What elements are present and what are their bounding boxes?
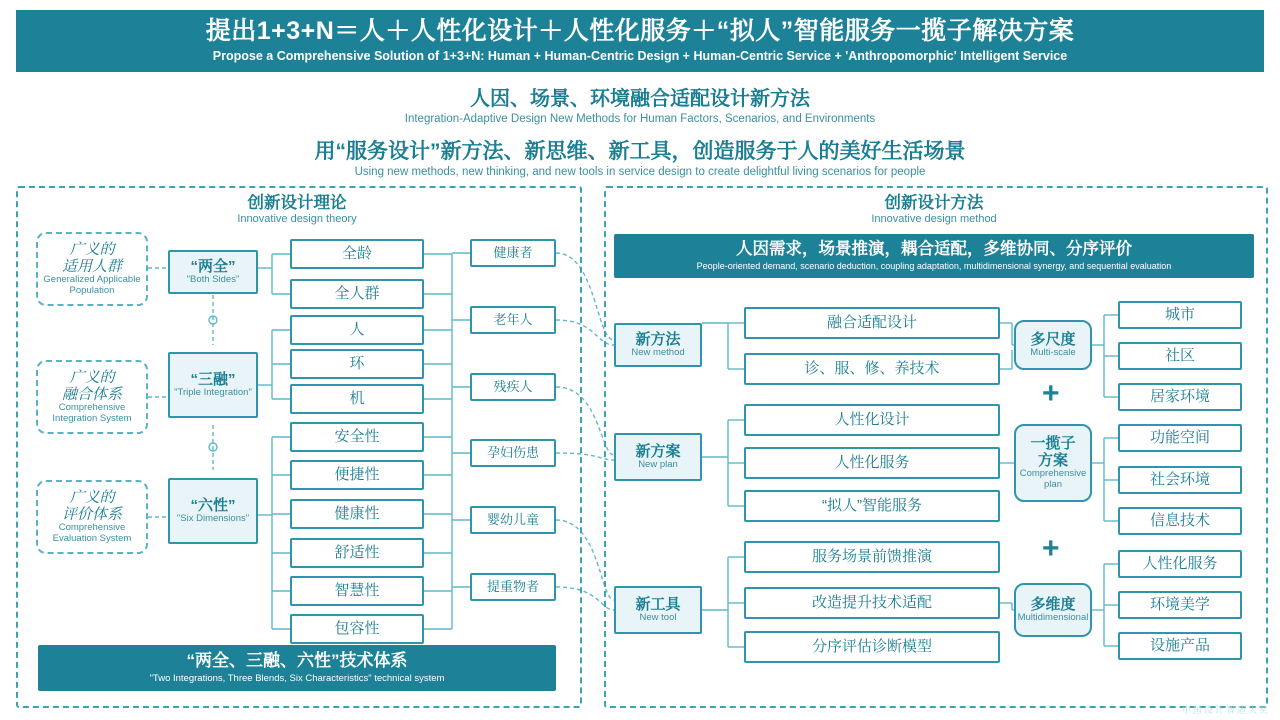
- stage-new-tool[interactable]: 新工具 New tool: [614, 586, 702, 634]
- item-six-3[interactable]: 舒适性: [290, 538, 424, 568]
- pillar-three[interactable]: “三融” "Triple Integration": [168, 352, 258, 418]
- dim-item-2-2[interactable]: 设施产品: [1118, 632, 1242, 660]
- left-footer-cn: “两全、三融、六性”技术体系: [186, 650, 408, 670]
- right-banner-cn: 人因需求，场景推演，耦合适配，多维协同、分序评价: [736, 240, 1132, 259]
- plus-icon-bottom: +: [1042, 532, 1060, 565]
- right-panel-title-en: Innovative design method: [871, 212, 997, 225]
- stage-new-method[interactable]: 新方法 New method: [614, 323, 702, 367]
- stage-item-2-1[interactable]: 改造提升技术适配: [744, 587, 1000, 619]
- header-title-en: Propose a Comprehensive Solution of 1+3+N: Human + Human-Centric Design + Human-Centric Service + 'Anthropomorphic' Intelligent Service: [212, 48, 1068, 63]
- item-six-2[interactable]: 健康性: [290, 499, 424, 529]
- item-three-0[interactable]: 人: [290, 315, 424, 345]
- left-panel-title: [16, 194, 578, 226]
- item-two-1[interactable]: 全人群: [290, 279, 424, 309]
- dim-item-2-0[interactable]: 人性化服务: [1118, 550, 1242, 578]
- dim-item-0-1[interactable]: 社区: [1118, 342, 1242, 370]
- stage-item-2-0[interactable]: 服务场景前馈推演: [744, 541, 1000, 573]
- item-three-2[interactable]: 机: [290, 384, 424, 414]
- dim-item-1-1[interactable]: 社会环境: [1118, 466, 1242, 494]
- right-panel-title: [604, 194, 1264, 226]
- group-population[interactable]: 广义的 适用人群 Generalized Applicable Population: [36, 232, 148, 306]
- stage-item-1-0[interactable]: 人性化设计: [744, 404, 1000, 436]
- watermark: 中国设计智造大奖: [1181, 705, 1270, 715]
- dim-item-0-2[interactable]: 居家环境: [1118, 383, 1242, 411]
- subtitle-1-cn: 人因、场景、环境融合适配设计新方法: [470, 88, 810, 110]
- subtitle-2-cn: 用“服务设计”新方法、新思维、新工具，创造服务于人的美好生活场景: [314, 140, 966, 163]
- group-evaluation[interactable]: 广义的 评价体系 Comprehensive Evaluation System: [36, 480, 148, 554]
- item-three-1[interactable]: 环: [290, 349, 424, 379]
- dim-item-1-0[interactable]: 功能空间: [1118, 424, 1242, 452]
- stage-item-1-1[interactable]: 人性化服务: [744, 447, 1000, 479]
- plus-icon-top: +: [1042, 377, 1060, 410]
- pillar-two[interactable]: “两全” "Both Sides": [168, 250, 258, 294]
- stage-new-plan[interactable]: 新方案 New plan: [614, 433, 702, 481]
- stage-item-0-0[interactable]: 融合适配设计: [744, 307, 1000, 339]
- people-3[interactable]: 孕妇伤患: [470, 439, 556, 467]
- item-six-0[interactable]: 安全性: [290, 422, 424, 452]
- stage-item-0-1[interactable]: 诊、服、修、养技术: [744, 353, 1000, 385]
- stage-item-1-2[interactable]: “拟人”智能服务: [744, 490, 1000, 522]
- dim-item-1-2[interactable]: 信息技术: [1118, 507, 1242, 535]
- subtitle-2: [0, 140, 1280, 180]
- item-six-4[interactable]: 智慧性: [290, 576, 424, 606]
- item-six-5[interactable]: 包容性: [290, 614, 424, 644]
- hub-multi-scale[interactable]: 多尺度 Multi-scale: [1014, 320, 1092, 370]
- hub-multidimensional[interactable]: 多维度 Multidimensional: [1014, 583, 1092, 637]
- left-panel-title-en: Innovative design theory: [237, 212, 357, 225]
- group-integration[interactable]: 广义的 融合体系 Comprehensive Integration System: [36, 360, 148, 434]
- left-footer-en: "Two Integrations, Three Blends, Six Characteristics" technical system: [149, 672, 445, 684]
- subtitle-1: [0, 88, 1280, 127]
- item-two-0[interactable]: 全龄: [290, 239, 424, 269]
- right-panel-title-cn: 创新设计方法: [884, 194, 984, 212]
- subtitle-1-en: Integration-Adaptive Design New Methods for Human Factors, Scenarios, and Environments: [404, 113, 876, 125]
- dim-item-0-0[interactable]: 城市: [1118, 301, 1242, 329]
- right-banner: [614, 234, 1254, 278]
- item-six-1[interactable]: 便捷性: [290, 460, 424, 490]
- people-5[interactable]: 提重物者: [470, 573, 556, 601]
- subtitle-2-en: Using new methods, new thinking, and new tools in service design to create delightful living scenarios for people: [354, 166, 926, 179]
- people-2[interactable]: 残疾人: [470, 373, 556, 401]
- pillar-six[interactable]: “六性” "Six Dimensions": [168, 478, 258, 544]
- left-footer-bar: [38, 645, 556, 691]
- left-panel-title-cn: 创新设计理论: [247, 194, 347, 212]
- dim-item-2-1[interactable]: 环境美学: [1118, 591, 1242, 619]
- hub-comprehensive-plan[interactable]: 一揽子 方案 Comprehensive plan: [1014, 424, 1092, 502]
- people-0[interactable]: 健康者: [470, 239, 556, 267]
- slide-header: [16, 10, 1264, 72]
- stage-item-2-2[interactable]: 分序评估诊断模型: [744, 631, 1000, 663]
- right-banner-en: People-oriented demand, scenario deduction, coupling adaptation, multidimensional synergy, and sequential evaluation: [696, 261, 1172, 272]
- header-title-cn: 提出1+3+N＝人＋人性化设计＋人性化服务＋“拟人”智能服务一揽子解决方案: [205, 17, 1075, 46]
- people-1[interactable]: 老年人: [470, 306, 556, 334]
- people-4[interactable]: 婴幼儿童: [470, 506, 556, 534]
